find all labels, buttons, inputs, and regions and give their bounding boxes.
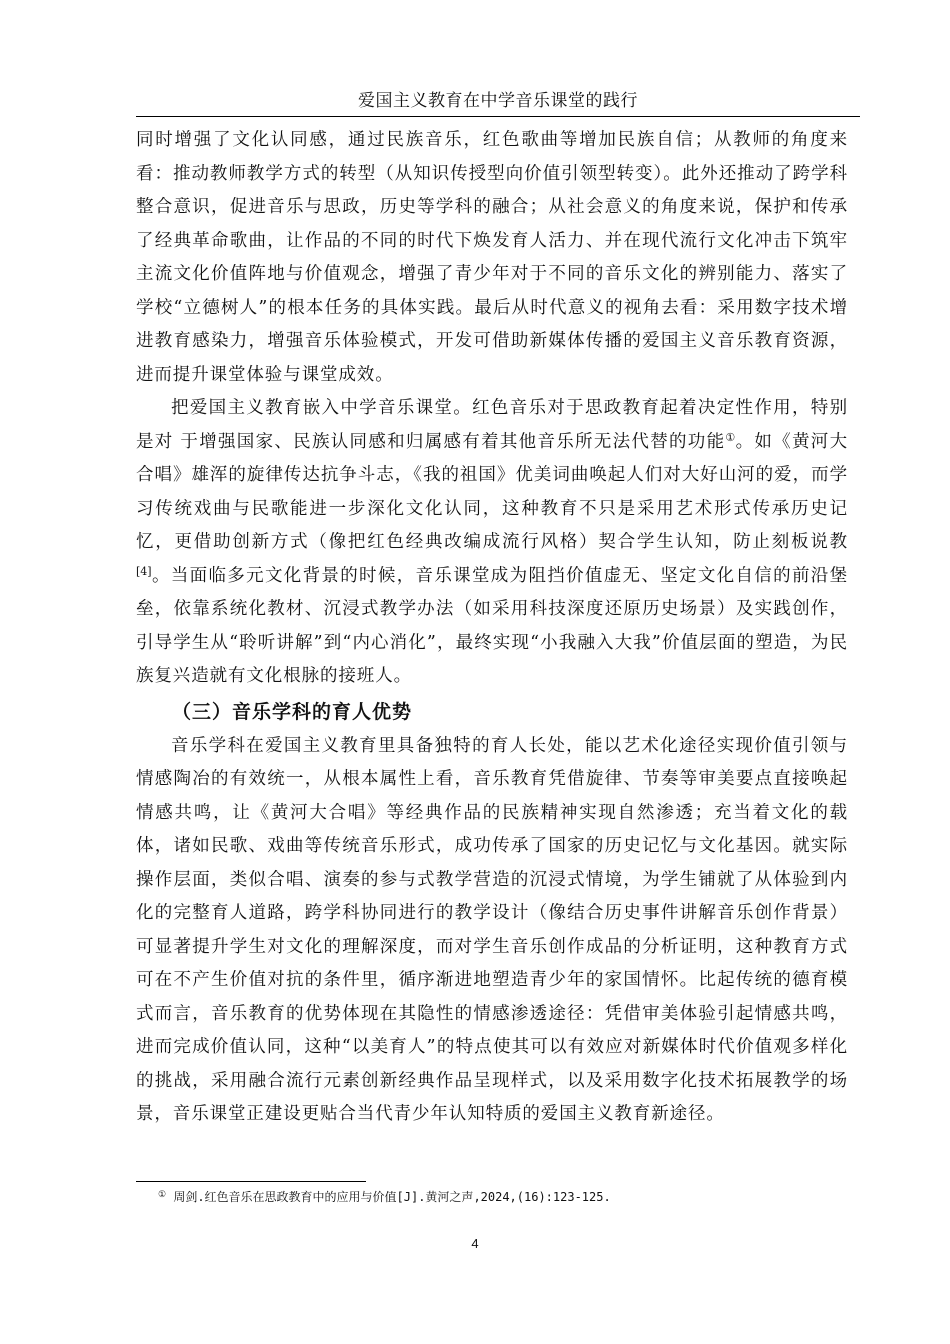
footnote-rule xyxy=(136,1181,366,1182)
paragraph-3: 音乐学科在爱国主义教育里具备独特的育人长处，能以艺术化途径实现价值引领与情感陶冶的有效统一，从根本属性上看，音乐教育凭借旋律、节奏等审美要点直接唤起情感共鸣，让《黄河大合唱》等经典作品的民族精神实现自然渗透；充当着文化的载体，诸如民歌、戏曲等传统音乐形式，成功传承了国家的历史记忆与文化基因。就实际操作层面，类似合唱、演奏的参与式教学营造的沉浸式情境，为学生铺就了从体验到内化的完整育人道路，跨学科协同进行的教学设计（像结合历史事件讲解音乐创作背景）可显著提升学生对文化的理解深度，而对学生音乐创作成品的分析证明，这种教育方式可在不产生价值对抗的条件里，循序渐进地塑造青少年的家国情怀。比起传统的德育模式而言，音乐教育的优势体现在其隐性的情感渗透途径：凭借审美体验引起情感共鸣，进而完成价值认同，这种“以美育人”的特点使其可以有效应对新媒体时代价值观多样化的挑战，采用融合流行元素创新经典作品呈现样式，以及采用数字化技术拓展教学的场景，音乐课堂正建设更贴合当代青少年认知特质的爱国主义教育新途径。 xyxy=(136,735,848,1124)
paragraph-2-part-c: 。当面临多元文化背景的时候，音乐课堂成为阻挡价值虚无、坚定文化自信的前沿堡垒，依靠系统化教材、沉浸式教学办法（如采用科技深度还原历史场景）及实践创作，引导学生从“聆听讲解”到“内心消化”，最终实现“小我融入大我”价值层面的塑造，为民族复兴造就有文化根脉的接班人。 xyxy=(136,565,848,686)
main-text xyxy=(136,124,848,1132)
paragraph-1: 同时增强了文化认同感，通过民族音乐，红色歌曲等增加民族自信；从教师的角度来看：推动教师教学方式的转型（从知识传授型向价值引领型转变）。此外还推动了跨学科整合意识，促进音乐与思政，历史等学科的融合；从社会意义的角度来说，保护和传承了经典革命歌曲，让作品的不同的时代下焕发育人活力、并在现代流行文化冲击下筑牢主流文化价值阵地与价值观念，增强了青少年对于不同的音乐文化的辨别能力、落实了学校“立德树人”的根本任务的具体实践。最后从时代意义的视角去看：采用数字技术增进教育感染力，增强音乐体验模式，开发可借助新媒体传播的爱国主义音乐教育资源，进而提升课堂体验与课堂成效。 xyxy=(136,130,848,385)
footnote-text: 周剑.红色音乐在思政教育中的应用与价值[J].黄河之声,2024,(16):123-125. xyxy=(173,1190,611,1204)
footnote-mark: ① xyxy=(158,1190,167,1200)
footnote-reference[interactable]: ① xyxy=(725,430,736,444)
paragraph-2 xyxy=(136,392,848,694)
running-header-title: 爱国主义教育在中学音乐课堂的践行 xyxy=(358,91,638,111)
footnote xyxy=(158,1188,848,1206)
paragraph-2-part-b: 。如《黄河大合唱》雄浑的旋律传达抗争斗志，《我的祖国》优美词曲唤起人们对大好山河的爱，而学习传统戏曲与民歌能进一步深化文化认同，这种教育不只是采用艺术形式传承历史记忆，更借助创新方式（像把红色经典改编成流行风格）契合学生认知，防止刻板说教 xyxy=(136,431,848,552)
citation-reference[interactable]: [4] xyxy=(136,564,152,578)
page-number: 4 xyxy=(471,1236,479,1251)
section-heading: （三）音乐学科的育人优势 xyxy=(172,700,413,723)
paragraph-2-part-a: 把爱国主义教育嵌入中学音乐课堂。红色音乐对于思政教育起着决定性作用，特别是对 于增强国家、民族认同感和归属感有着其他音乐所无法代替的功能 xyxy=(136,398,848,452)
header-rule xyxy=(136,116,860,117)
